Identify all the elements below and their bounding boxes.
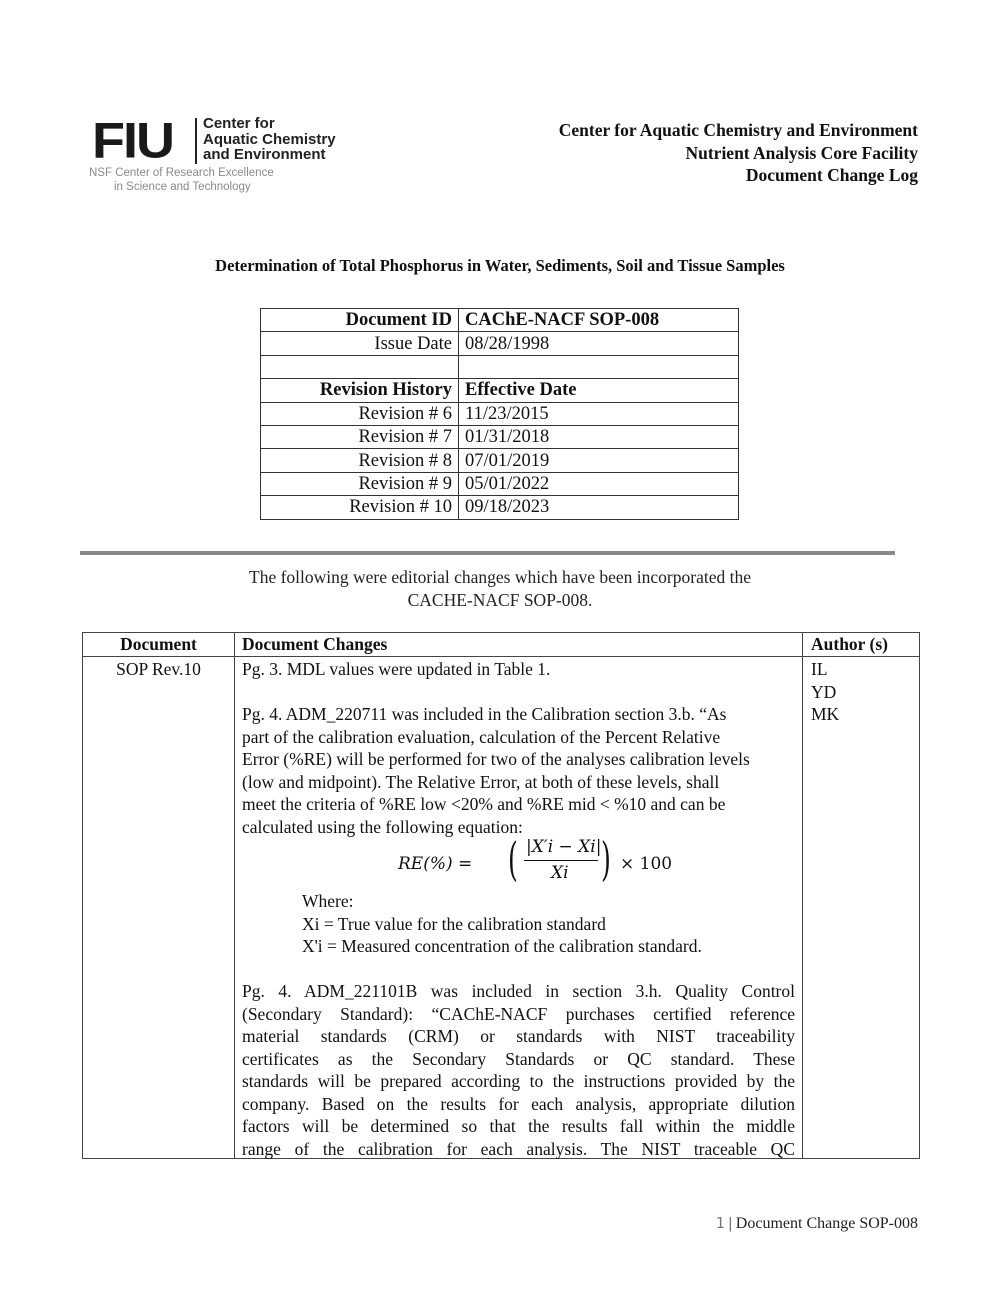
fiu-logo xyxy=(89,113,352,200)
revision-date: 01/31/2018 xyxy=(459,425,739,448)
change-line: company. Based on the results for each analysis, appropriate dilution xyxy=(242,1093,795,1114)
logo-divider xyxy=(195,118,197,164)
page-footer xyxy=(716,1214,918,1233)
equation-paren: ( xyxy=(508,832,518,886)
table-row xyxy=(261,496,739,519)
change-item xyxy=(242,703,795,838)
change-item xyxy=(242,980,795,1160)
empty-cell xyxy=(261,355,459,378)
equation-denominator: Xi xyxy=(551,863,569,883)
revision-date: 09/18/2023 xyxy=(459,496,739,519)
table-row xyxy=(261,332,739,355)
change-log-table xyxy=(82,632,920,1159)
intro-text xyxy=(0,566,1000,611)
author-cell xyxy=(811,658,839,726)
logo-mark: FIU xyxy=(92,113,173,169)
change-line: factors will be determined so that the results fall within the middle xyxy=(242,1116,795,1136)
header-divider xyxy=(83,656,919,657)
revision-date: 07/01/2019 xyxy=(459,449,739,472)
logo-name-line: Aquatic Chemistry xyxy=(203,130,336,148)
section-divider xyxy=(80,551,895,555)
change-line: calculated using the following equation: xyxy=(242,816,523,837)
change-line: (low and midpoint). The Relative Error, at both of these levels, shall xyxy=(242,771,720,792)
table-row xyxy=(261,425,739,448)
column-divider xyxy=(802,633,803,1158)
column-header-author: Author (s) xyxy=(811,634,888,654)
header-line: Document Change Log xyxy=(745,165,918,185)
change-line: material standards (CRM) or standards with NIST traceability xyxy=(242,1026,795,1046)
page-header xyxy=(559,119,918,187)
issue-date-value: 08/28/1998 xyxy=(459,332,739,355)
column-header-document: Document xyxy=(120,634,197,654)
author-initials: YD xyxy=(811,681,837,702)
equation-paren: ) xyxy=(601,832,611,886)
logo-name-line: Center for xyxy=(203,115,275,132)
logo-name xyxy=(203,116,336,163)
change-line: Pg. 4. ADM_220711 was included in the Calibration section 3.b. “As xyxy=(242,704,727,724)
author-initials: IL xyxy=(811,659,828,679)
intro-line: The following were editorial changes which have been incorporated the xyxy=(249,567,751,587)
change-line: range of the calibration for each analysis. The NIST traceable QC xyxy=(242,1138,795,1159)
changes-cell xyxy=(242,658,795,1160)
revision-date: 11/23/2015 xyxy=(459,402,739,425)
footer-text: Document Change SOP-008 xyxy=(735,1215,918,1232)
table-row xyxy=(261,355,739,378)
change-line: certificates as the Secondary Standards or QC standard. These xyxy=(242,1048,795,1069)
equation-lhs: RE(%) = xyxy=(398,854,473,874)
logo-name-line: and Environment xyxy=(203,146,326,163)
table-row xyxy=(261,379,739,402)
definition-line: Xi = True value for the calibration standard xyxy=(302,913,606,934)
document-title: Determination of Total Phosphorus in Water, Sediments, Soil and Tissue Samples xyxy=(215,256,785,275)
logo-subtitle-line: in Science and Technology xyxy=(114,181,251,193)
document-cell: SOP Rev.10 xyxy=(116,659,201,679)
change-line: Pg. 4. ADM_221101B was included in section 3.h. Quality Control xyxy=(242,981,795,1001)
revision-label: Revision # 7 xyxy=(261,425,459,448)
revision-label: Revision # 8 xyxy=(261,449,459,472)
footer-separator: | xyxy=(728,1215,732,1232)
table-row xyxy=(261,309,739,332)
intro-line: CACHE-NACF SOP-008. xyxy=(407,589,593,610)
table-row xyxy=(261,472,739,495)
definition-line: X'i = Measured concentration of the calibration standard. xyxy=(302,936,702,956)
document-id-label: Document ID xyxy=(261,309,459,332)
revision-label: Revision # 9 xyxy=(261,472,459,495)
column-header-changes: Document Changes xyxy=(242,634,388,654)
header-line: Nutrient Analysis Core Facility xyxy=(685,142,918,163)
change-line: part of the calibration evaluation, calculation of the Percent Relative xyxy=(242,726,721,747)
column-divider xyxy=(234,633,235,1158)
author-initials: MK xyxy=(811,704,840,724)
table-row xyxy=(261,449,739,472)
revision-label: Revision # 10 xyxy=(261,496,459,519)
document-id-value: CAChE-NACF SOP-008 xyxy=(459,309,739,332)
change-line: Error (%RE) will be performed for two of the analyses calibration levels xyxy=(242,749,750,769)
change-line: (Secondary Standard): “CAChE-NACF purchases certified reference xyxy=(242,1003,795,1024)
logo-subtitle-line: NSF Center of Research Excellence xyxy=(89,167,274,179)
document-id-table xyxy=(260,308,739,520)
fraction-bar xyxy=(524,860,598,861)
change-line: standards will be prepared according to the instructions provided by the xyxy=(242,1071,795,1091)
revision-history-label: Revision History xyxy=(261,379,459,402)
change-item: Pg. 3. MDL values were updated in Table 1. xyxy=(242,659,551,679)
header-line: Center for Aquatic Chemistry and Environment xyxy=(558,120,918,140)
equation-definitions xyxy=(242,890,795,958)
definition-line: Where: xyxy=(302,891,354,911)
equation-multiplier: × 100 xyxy=(620,854,673,874)
equation-numerator: |X′i − Xi| xyxy=(526,837,602,857)
revision-label: Revision # 6 xyxy=(261,402,459,425)
change-line: meet the criteria of %RE low <20% and %RE mid < %10 and can be xyxy=(242,794,726,814)
revision-date: 05/01/2022 xyxy=(459,472,739,495)
relative-error-equation xyxy=(242,832,795,890)
issue-date-label: Issue Date xyxy=(261,332,459,355)
page-number: 1 xyxy=(715,1214,725,1232)
table-row xyxy=(261,402,739,425)
empty-cell xyxy=(459,355,739,378)
logo-subtitle xyxy=(89,166,274,194)
effective-date-label: Effective Date xyxy=(459,379,739,402)
